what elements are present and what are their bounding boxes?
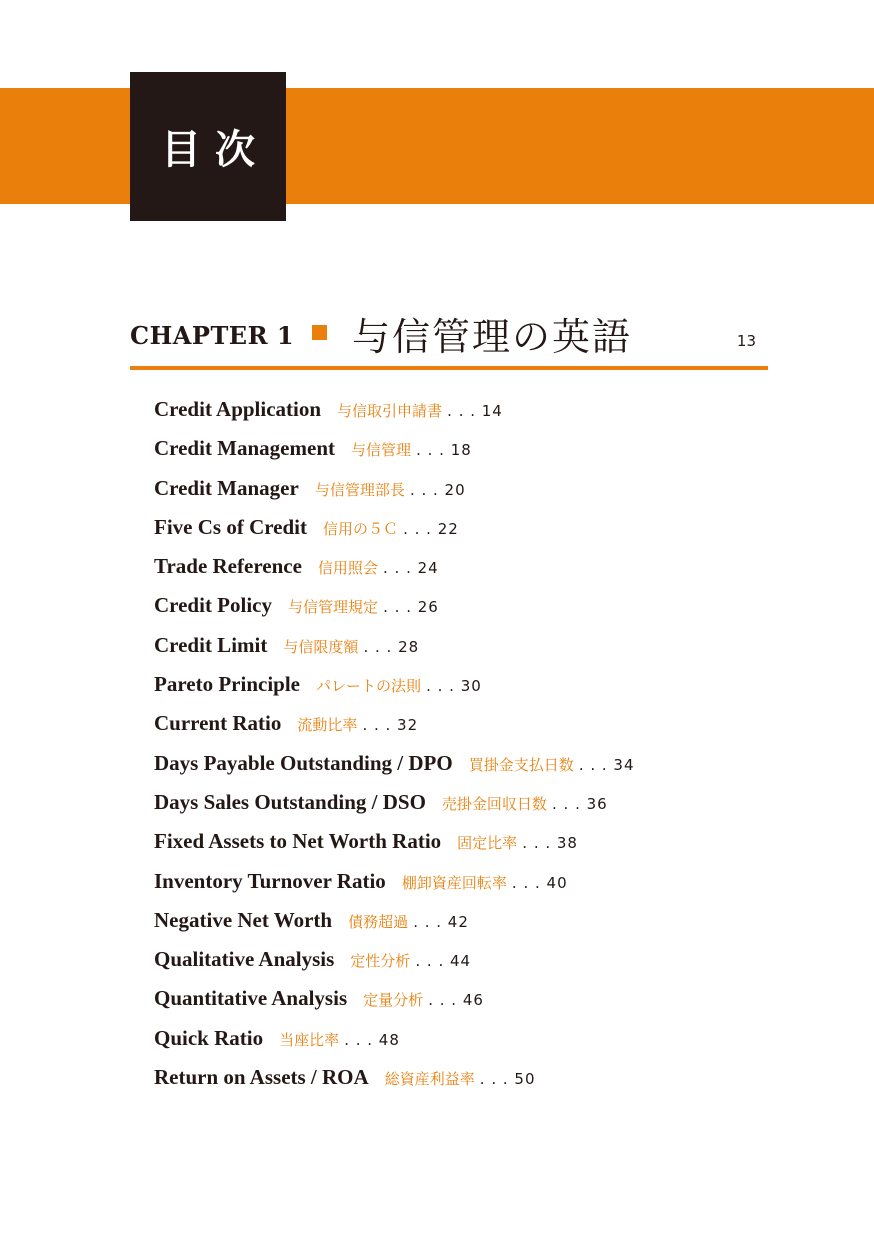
entry-english: Qualitative Analysis (154, 947, 335, 972)
chapter-title: 与信管理の英語 (352, 315, 633, 359)
entry-japanese: 定量分析 (363, 991, 424, 1010)
entry-japanese: 与信限度額 (283, 637, 359, 656)
entry-page: . . . 22 (403, 519, 459, 538)
entry-japanese: 与信管理規定 (288, 598, 379, 617)
toc-entry[interactable] (154, 510, 834, 549)
toc-title: 目次 (161, 127, 269, 173)
entry-page: . . . 44 (415, 952, 472, 971)
entry-english: Five Cs of Credit (154, 514, 307, 539)
toc-entry[interactable] (154, 1060, 834, 1099)
toc-entry[interactable] (154, 824, 834, 863)
entry-japanese: 固定比率 (457, 834, 518, 853)
chapter-page-number: 13 (736, 332, 756, 350)
entry-japanese: 定性分析 (350, 952, 411, 971)
entry-page: . . . 30 (426, 677, 482, 696)
toc-entry[interactable] (154, 667, 834, 706)
entry-page: . . . 28 (363, 637, 420, 656)
entry-page: . . . 38 (522, 834, 578, 853)
entry-page: . . . 14 (447, 402, 503, 420)
entry-page: . . . 50 (479, 1070, 536, 1089)
entry-page: . . . 26 (383, 598, 439, 617)
entry-japanese: 流動比率 (297, 716, 358, 735)
entry-page: . . . 32 (362, 716, 419, 735)
entry-page: . . . 24 (383, 559, 439, 578)
entry-english: Quick Ratio (154, 1025, 264, 1050)
entry-english: Credit Application (154, 397, 322, 421)
entry-english: Inventory Turnover Ratio (154, 868, 386, 893)
entry-english: Fixed Assets to Net Worth Ratio (154, 829, 442, 854)
toc-entry[interactable] (154, 746, 834, 785)
toc-entry[interactable] (154, 981, 834, 1020)
entry-page: . . . 48 (344, 1030, 400, 1049)
entry-japanese: 信用照会 (317, 559, 378, 578)
toc-entry[interactable] (154, 628, 834, 667)
toc-entry[interactable] (154, 706, 834, 745)
entry-japanese: 棚卸資産回転率 (401, 873, 507, 892)
entry-page: . . . 36 (552, 794, 608, 813)
entry-english: Credit Management (154, 436, 335, 461)
toc-entry[interactable] (154, 431, 834, 470)
entry-english: Negative Net Worth (154, 907, 333, 932)
toc-entry[interactable] (154, 588, 834, 627)
entry-english: Days Payable Outstanding / DPO (154, 750, 453, 775)
entry-japanese: 与信管理 (351, 441, 412, 460)
entry-english: Current Ratio (154, 711, 282, 736)
entry-page: . . . 40 (511, 873, 568, 892)
toc-entry[interactable] (154, 471, 834, 510)
entry-english: Credit Limit (154, 632, 268, 657)
entry-page: . . . 42 (413, 912, 469, 931)
entry-english: Quantitative Analysis (154, 986, 348, 1011)
entry-japanese: 与信取引申請書 (337, 402, 443, 420)
square-bullet-icon (312, 325, 327, 340)
entry-page: . . . 34 (578, 755, 635, 774)
chapter-label: CHAPTER 1 (130, 321, 295, 350)
entry-page: . . . 20 (409, 480, 466, 499)
toc-entry[interactable] (154, 903, 834, 942)
toc-entry[interactable] (154, 864, 834, 903)
toc-entry[interactable] (154, 1021, 834, 1060)
entry-english: Pareto Principle (154, 672, 300, 697)
entry-english: Credit Policy (154, 593, 273, 618)
entry-english: Trade Reference (154, 554, 302, 579)
entry-english: Credit Manager (154, 475, 299, 500)
toc-title-box (130, 72, 286, 221)
entry-japanese: 債務超過 (348, 912, 409, 931)
toc-entry[interactable] (154, 392, 834, 431)
entry-japanese: 当座比率 (279, 1030, 340, 1049)
toc-entry-list (154, 392, 834, 1099)
toc-entry[interactable] (154, 785, 834, 824)
entry-japanese: 買掛金支払日数 (468, 755, 574, 774)
entry-japanese: 売掛金回収日数 (441, 794, 547, 813)
entry-english: Days Sales Outstanding / DSO (154, 789, 426, 814)
entry-page: . . . 46 (428, 991, 484, 1010)
entry-japanese: 総資産利益率 (384, 1070, 475, 1089)
chapter-heading (130, 300, 768, 370)
entry-english: Return on Assets / ROA (154, 1065, 369, 1090)
entry-page: . . . 18 (416, 441, 472, 460)
entry-japanese: パレートの法則 (316, 677, 422, 696)
toc-entry[interactable] (154, 549, 834, 588)
entry-japanese: 与信管理部長 (314, 480, 405, 499)
entry-japanese: 信用の５Ｃ (323, 519, 399, 538)
toc-entry[interactable] (154, 942, 834, 981)
